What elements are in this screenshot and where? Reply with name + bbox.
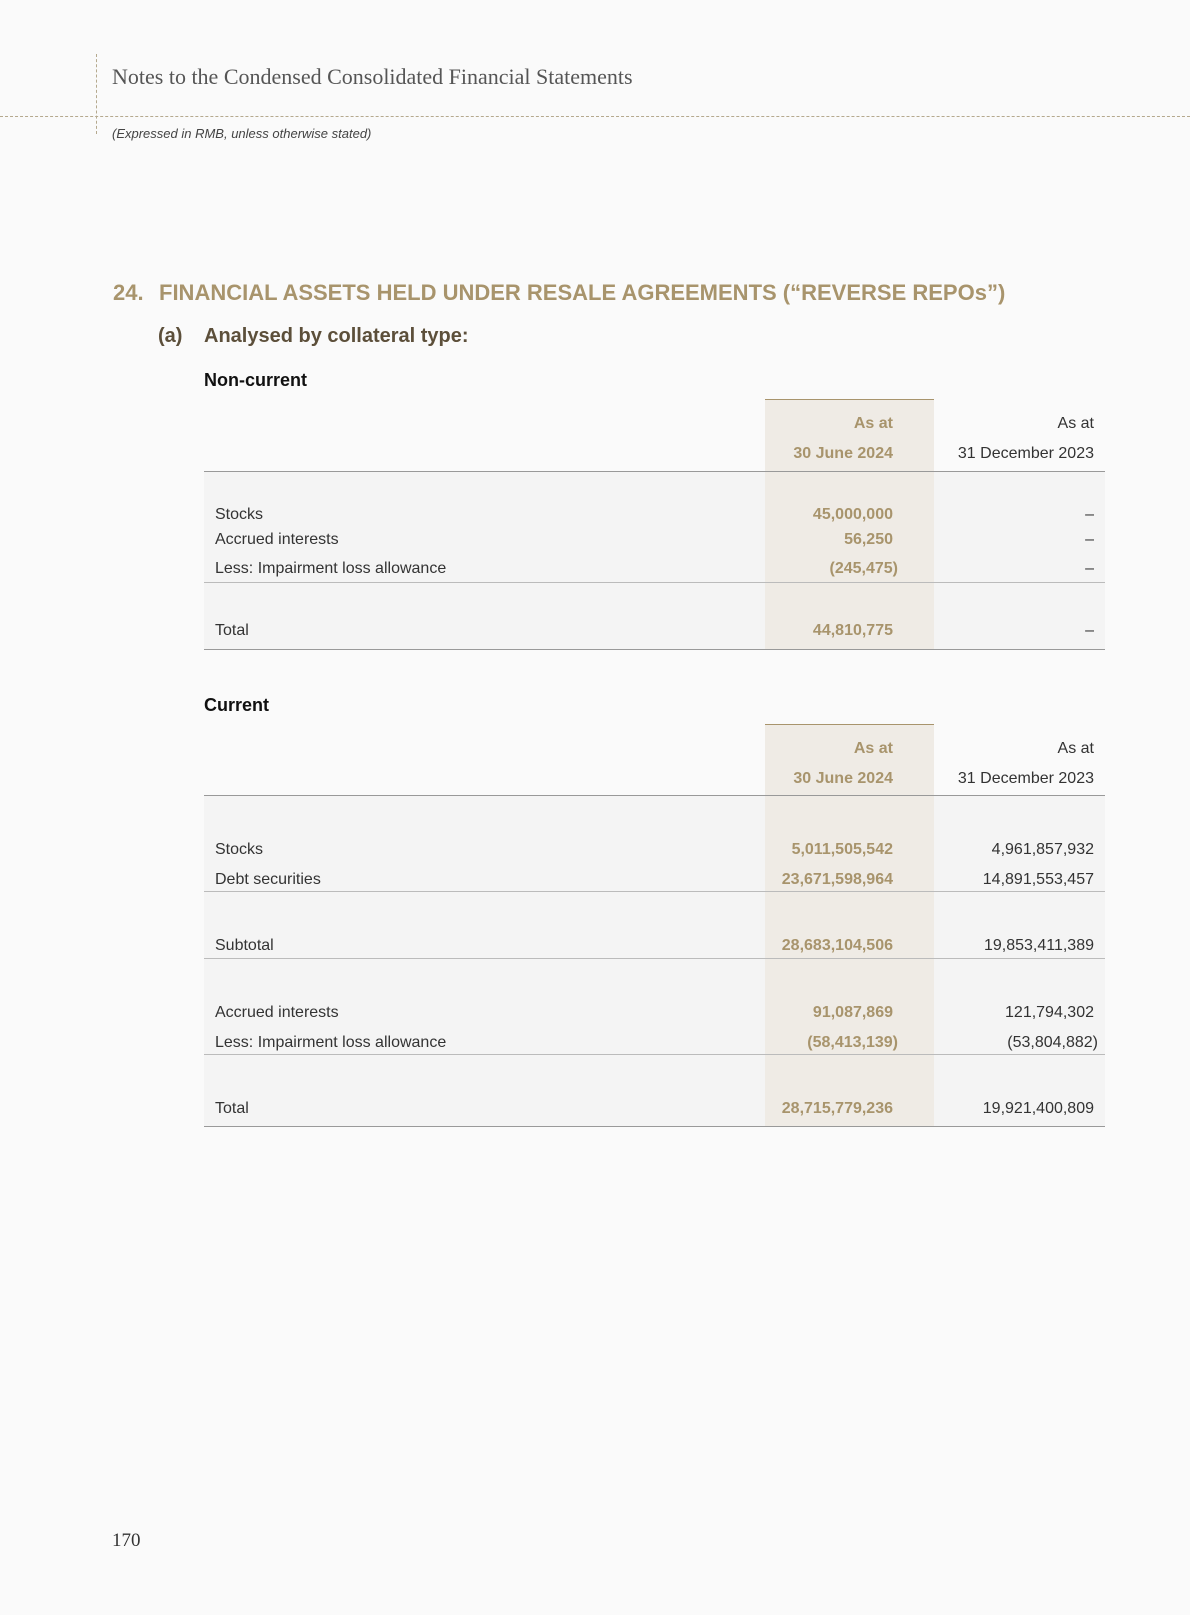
row-label: Less: Impairment loss allowance [215, 1034, 447, 1051]
row-rule [204, 891, 1105, 892]
row-label: Accrued interests [215, 1004, 339, 1021]
row-label: Less: Impairment loss allowance [215, 560, 447, 577]
cell-2023: 4,961,857,932 [991, 841, 1094, 858]
cell-2024: 28,715,779,236 [781, 1100, 893, 1117]
row-label: Total [215, 622, 249, 639]
subsection-number: (a) [158, 325, 183, 347]
table-row-total [204, 619, 1105, 643]
table-header-row [204, 737, 1105, 761]
column-header: As at [1057, 740, 1094, 757]
row-rule [204, 1054, 1105, 1055]
column-header: 31 December 2023 [957, 445, 1094, 462]
cell-2023: 121,794,302 [1005, 1004, 1094, 1021]
row-label: Debt securities [215, 871, 321, 888]
section-heading [113, 280, 1005, 306]
cell-2023: – [1085, 531, 1094, 548]
running-header-title: Notes to the Condensed Consolidated Financial Statements [112, 64, 633, 89]
column-header: 31 December 2023 [957, 770, 1094, 787]
header-rule [204, 795, 1105, 796]
currency-note: (Expressed in RMB, unless otherwise stated) [112, 126, 372, 141]
cell-2023: – [1085, 560, 1094, 577]
page-number: 170 [112, 1530, 141, 1551]
cell-2024: (58,413,139) [807, 1034, 898, 1051]
row-label: Total [215, 1100, 249, 1117]
header-horizontal-divider [0, 116, 1190, 117]
current-heading: Current [204, 695, 270, 715]
section-number: 24. [113, 280, 144, 305]
table-row [204, 528, 1105, 552]
cell-2024: 5,011,505,542 [791, 841, 893, 858]
column-header: 30 June 2024 [793, 770, 893, 787]
cell-2024: 56,250 [844, 531, 893, 548]
header-rule [204, 471, 1105, 472]
subsection-title: Analysed by collateral type: [204, 325, 469, 347]
cell-2023: (53,804,882) [1007, 1034, 1098, 1051]
cell-2023: 14,891,553,457 [982, 871, 1094, 888]
table-row [204, 838, 1105, 862]
column-header: 30 June 2024 [793, 445, 893, 462]
row-label: Stocks [215, 506, 264, 523]
row-rule [204, 582, 1105, 583]
section-title: FINANCIAL ASSETS HELD UNDER RESALE AGREEMENTS (“REVERSE REPOs”) [159, 280, 1006, 305]
table-row [204, 1001, 1105, 1025]
non-current-heading: Non-current [204, 370, 307, 390]
table-row-total [204, 1097, 1105, 1121]
cell-2024: 45,000,000 [812, 506, 893, 523]
cell-2024: 28,683,104,506 [781, 937, 893, 954]
total-rule [204, 649, 1105, 650]
table-row [204, 1031, 1105, 1055]
cell-2023: – [1085, 506, 1094, 523]
cell-2023: 19,853,411,389 [983, 937, 1094, 954]
table-row-subtotal [204, 934, 1105, 958]
cell-2024: (245,475) [829, 560, 898, 577]
cell-2024: 91,087,869 [812, 1004, 893, 1021]
column-header: As at [853, 740, 893, 757]
table-header-row [204, 412, 1105, 436]
cell-2024: 23,671,598,964 [781, 871, 893, 888]
header-vertical-divider [96, 54, 97, 134]
table-header-row [204, 767, 1105, 791]
cell-2023: – [1085, 622, 1094, 639]
subsection-heading [158, 325, 469, 348]
table-row [204, 503, 1105, 527]
row-label: Stocks [215, 841, 264, 858]
row-label: Accrued interests [215, 531, 339, 548]
row-rule [204, 958, 1105, 959]
column-header: As at [1057, 415, 1094, 432]
table-row [204, 557, 1105, 581]
column-header: As at [853, 415, 893, 432]
row-label: Subtotal [215, 937, 274, 954]
cell-2023: 19,921,400,809 [982, 1100, 1094, 1117]
table-row [204, 868, 1105, 892]
total-rule [204, 1126, 1105, 1127]
table-header-row [204, 442, 1105, 466]
cell-2024: 44,810,775 [812, 622, 893, 639]
